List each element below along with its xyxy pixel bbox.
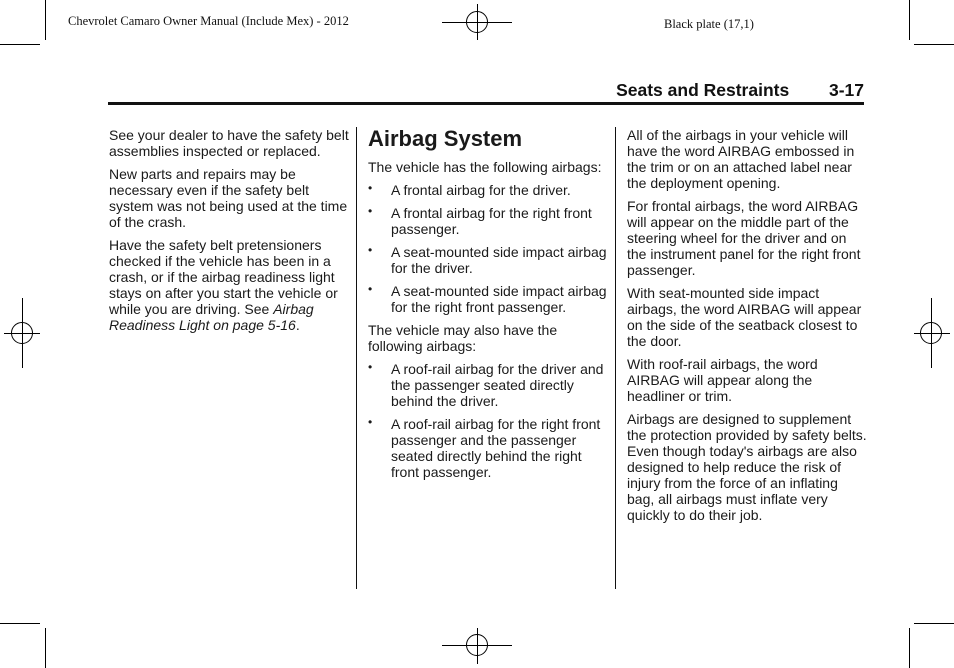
column-divider <box>356 127 357 589</box>
section-name: Seats and Restraints <box>616 80 790 100</box>
registration-mark-icon <box>920 322 942 344</box>
list-item: • A frontal airbag for the right front passenger. <box>368 205 608 237</box>
list-item: • A roof-rail airbag for the right front passenger and the passenger seated directly behind the right front passenger. <box>368 416 608 480</box>
crop-mark <box>45 0 46 40</box>
crop-mark <box>0 44 40 45</box>
registration-mark-icon <box>466 11 488 33</box>
header-rule <box>108 102 864 105</box>
running-header <box>616 80 864 101</box>
paragraph: The vehicle may also have the following airbags: <box>368 322 558 354</box>
paragraph: See your dealer to have the safety belt assemblies inspected or replaced. <box>109 127 349 159</box>
paragraph-text: Have the safety belt pretensioners checked if the vehicle has been in a crash, or if the airbag readiness light stays on after you start the vehicle or while you are driving. See <box>109 237 338 317</box>
paragraph: With seat-mounted side impact airbags, the word AIRBAG will appear on the side of the seatback closest to the door. <box>627 285 862 349</box>
registration-mark-icon <box>466 634 488 656</box>
column-2 <box>368 127 608 487</box>
crop-mark <box>914 623 954 624</box>
crop-mark <box>914 44 954 45</box>
paragraph: For frontal airbags, the word AIRBAG will appear on the middle part of the steering wheel for the driver and on the instrument panel for the right front passenger. <box>627 198 861 278</box>
column-3 <box>627 127 867 530</box>
crop-mark <box>0 623 40 624</box>
optional-airbag-list <box>368 361 608 480</box>
column-divider <box>615 127 616 589</box>
page-number: 3-17 <box>828 80 864 100</box>
cross-reference-link[interactable]: Airbag Readiness Light on page 5-16 <box>109 301 314 333</box>
crop-mark <box>909 628 910 668</box>
airbag-list <box>368 182 608 315</box>
paragraph: Airbags are designed to supplement the protection provided by safety belts. Even though today's airbags are also designed to help reduce the risk of injury from the force of an inflating bag, all airbags must inflate very quickly to do their job. <box>627 411 867 523</box>
crop-mark <box>909 0 910 40</box>
column-1 <box>109 127 349 340</box>
paragraph <box>109 237 349 333</box>
crop-mark <box>45 628 46 668</box>
paragraph: New parts and repairs may be necessary even if the safety belt system was not being used at the time of the crash. <box>109 166 348 230</box>
paragraph: With roof-rail airbags, the word AIRBAG will appear along the headliner or trim. <box>627 356 818 404</box>
slug-left: Chevrolet Camaro Owner Manual (Include Mex) - 2012 <box>68 14 349 28</box>
list-item: • A seat-mounted side impact airbag for the driver. <box>368 244 608 276</box>
slug-right: Black plate (17,1) <box>664 17 754 31</box>
registration-mark-icon <box>11 322 33 344</box>
section-heading: Airbag System <box>368 126 523 151</box>
list-item: • A seat-mounted side impact airbag for the right front passenger. <box>368 283 608 315</box>
list-item: • A frontal airbag for the driver. <box>368 182 608 198</box>
paragraph: The vehicle has the following airbags: <box>368 159 602 175</box>
paragraph-end: . <box>295 317 300 333</box>
list-item: • A roof-rail airbag for the driver and the passenger seated directly behind the driver. <box>368 361 608 409</box>
paragraph: All of the airbags in your vehicle will have the word AIRBAG embossed in the trim or on an attached label near the deployment opening. <box>627 127 855 191</box>
